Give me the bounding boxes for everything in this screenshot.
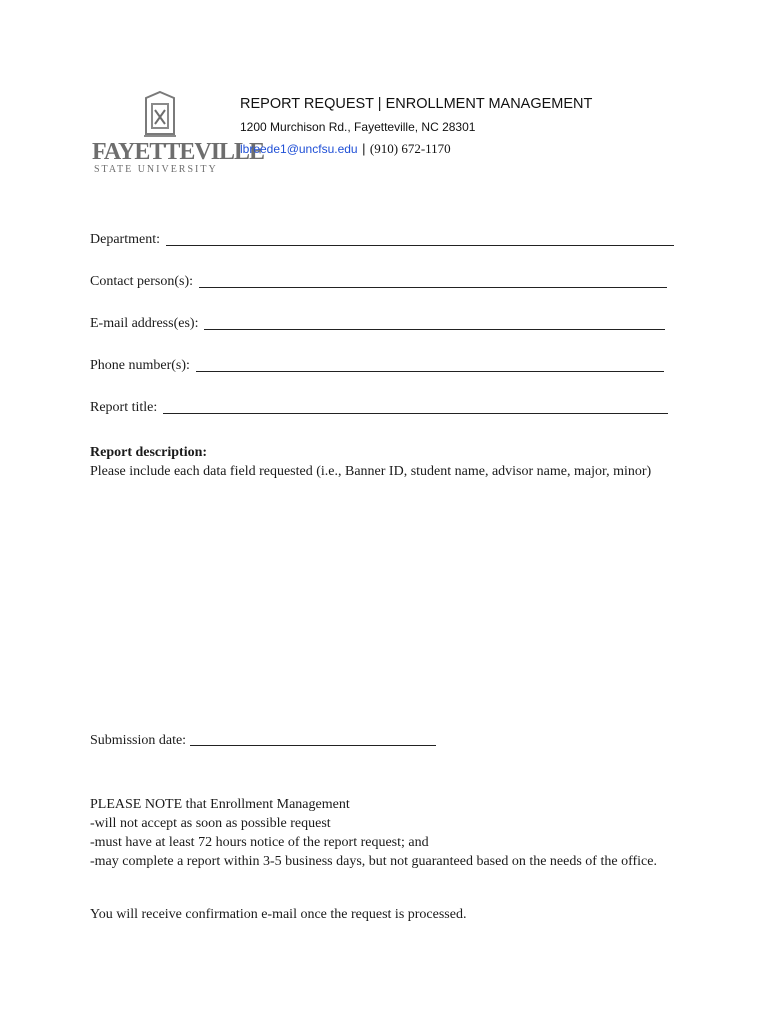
- department-input-line[interactable]: [166, 244, 674, 246]
- seal-icon: [138, 90, 182, 140]
- contact-field: [90, 273, 667, 291]
- report-title-input-line[interactable]: [163, 412, 668, 414]
- confirmation-text: You will receive confirmation e-mail once the request is processed.: [90, 907, 467, 922]
- description-heading: Report description:: [90, 445, 208, 460]
- notes-intro: PLEASE NOTE that Enrollment Management: [90, 797, 350, 812]
- phone-field: [90, 357, 664, 375]
- university-logo: [92, 90, 265, 178]
- email-label: E-mail address(es):: [90, 316, 199, 331]
- page-title: REPORT REQUEST | ENROLLMENT MANAGEMENT: [240, 96, 593, 112]
- contact-input-line[interactable]: [199, 286, 667, 288]
- notes-line-3: -may complete a report within 3-5 business days, but not guaranteed based on the needs of the office.: [90, 854, 657, 869]
- description-text: Please include each data field requested (i.e., Banner ID, student name, advisor name, major, minor): [90, 464, 652, 479]
- logo-subtitle: STATE UNIVERSITY: [94, 164, 218, 175]
- notes-block: [90, 795, 670, 871]
- report-description: [90, 443, 670, 481]
- notes-line-2: -must have at least 72 hours notice of the report request; and: [90, 835, 429, 850]
- report-title-field: [90, 399, 668, 417]
- header-phone: (910) 672-1170: [369, 141, 451, 156]
- header-separator: |: [362, 141, 366, 156]
- phone-input-line[interactable]: [196, 370, 664, 372]
- email-link[interactable]: lbreede1@uncfsu.edu: [240, 142, 358, 156]
- submission-date-input-line[interactable]: [190, 745, 436, 746]
- email-field: [90, 315, 665, 333]
- header-contact: [240, 140, 592, 158]
- header-address: 1200 Murchison Rd., Fayetteville, NC 28301: [240, 120, 476, 134]
- notes-line-1: -will not accept as soon as possible request: [90, 816, 331, 831]
- logo-wordmark: FAYETTEVILLE: [92, 139, 265, 165]
- contact-label: Contact person(s):: [90, 274, 194, 289]
- letterhead: [240, 93, 592, 158]
- phone-label: Phone number(s):: [90, 358, 190, 373]
- submission-date-label: Submission date:: [90, 733, 187, 748]
- email-input-line[interactable]: [204, 328, 665, 330]
- department-label: Department:: [90, 232, 160, 247]
- department-field: [90, 231, 674, 249]
- report-title-label: Report title:: [90, 400, 158, 415]
- submission-date-field: [90, 733, 436, 749]
